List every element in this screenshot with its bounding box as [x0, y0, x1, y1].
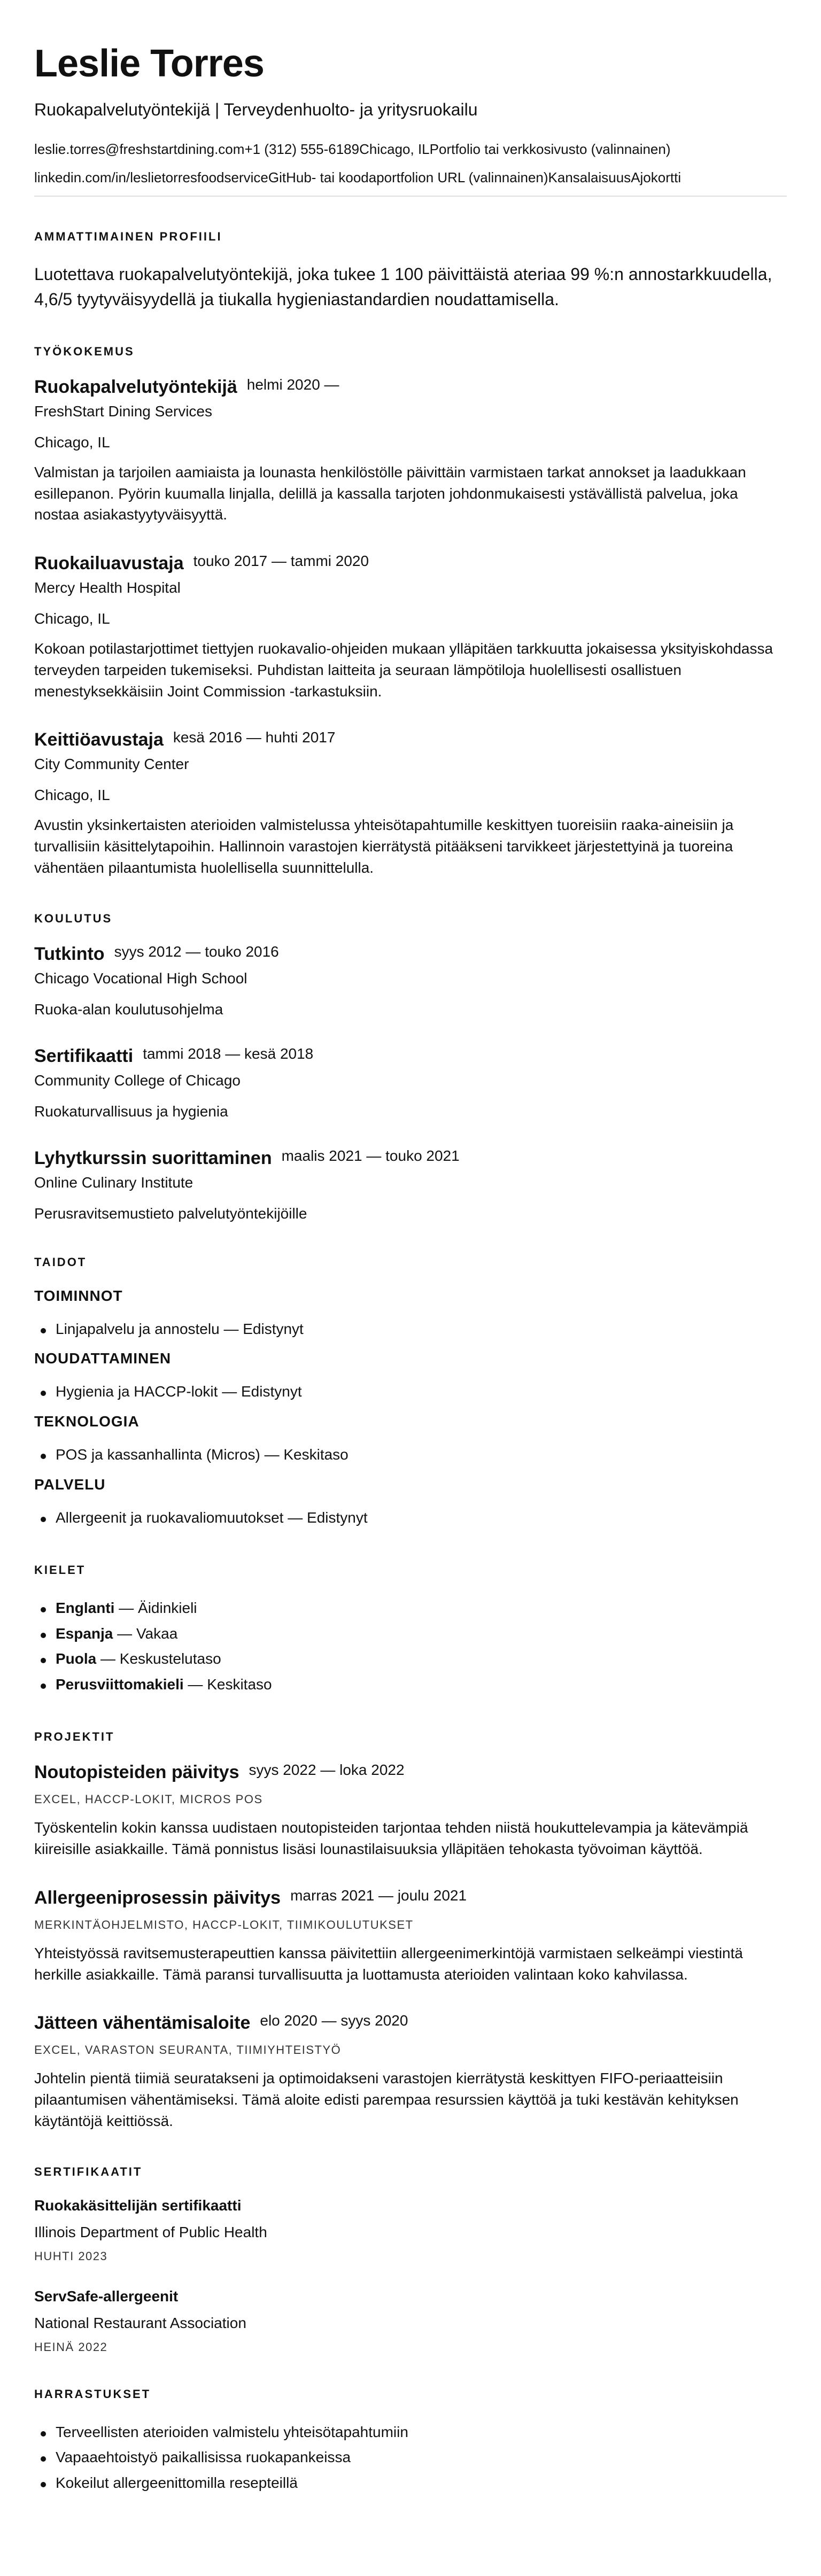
resume-header	[34, 43, 787, 197]
skill-category: TEKNOLOGIA	[34, 1413, 140, 1430]
skill-group	[34, 1287, 787, 1342]
degree-title: Lyhytkurssin suorittaminen	[34, 1147, 272, 1168]
skill-category: PALVELU	[34, 1476, 106, 1493]
experience-entry	[34, 553, 787, 702]
projects-section	[34, 1730, 787, 2131]
education-section	[34, 912, 787, 1222]
job-dates: touko 2017 — tammi 2020	[193, 553, 369, 570]
project-dates: syys 2022 — loka 2022	[249, 1762, 405, 1779]
profile-section	[34, 230, 787, 312]
project-entry	[34, 2013, 787, 2131]
contact-github[interactable]: GitHub- tai koodaportfolion URL (valinnainen)	[268, 169, 548, 186]
degree-program: Ruoka-alan koulutusohjelma	[34, 1000, 223, 1018]
contact-phone[interactable]: +1 (312) 555-6189	[244, 141, 360, 158]
job-description: Avustin yksinkertaisten aterioiden valmistelussa yhteisötapahtumille keskittyen tuoreisiin raaka-aineisiin ja turvallisiin käsittelytapoihin. Hallinnoin varastojen kierrätystä pitääkseni tarvikkeet järjestettyinä ja tuoreina vähentäen pilaantumista huolellisella suunnittelulla.	[34, 817, 734, 876]
contact-drivers-license: Ajokortti	[631, 169, 681, 186]
degree-program: Perusravitsemustieto palvelutyöntekijöille	[34, 1205, 307, 1222]
degree-dates: syys 2012 — touko 2016	[114, 943, 279, 960]
education-entry	[34, 1046, 787, 1120]
language-level: — Vakaa	[113, 1625, 178, 1642]
certificate-title: ServSafe-allergeenit	[34, 2287, 179, 2305]
job-dates: kesä 2016 — huhti 2017	[173, 729, 336, 746]
project-dates: elo 2020 — syys 2020	[260, 2012, 408, 2029]
header-divider	[34, 196, 787, 197]
skill-group	[34, 1413, 787, 1468]
section-title-projects: PROJEKTIT	[34, 1730, 115, 1744]
hobby-item: Kokeilut allergeenittomilla resepteillä	[34, 2470, 787, 2496]
skill-item: Linjapalvelu ja annostelu — Edistynyt	[34, 1316, 787, 1342]
contact-portfolio[interactable]: Portfolio tai verkkosivusto (valinnainen)	[429, 141, 671, 158]
hobby-item: Terveellisten aterioiden valmistelu yhteisötapahtumiin	[34, 2419, 787, 2445]
skill-item: Hygienia ja HACCP-lokit — Edistynyt	[34, 1379, 787, 1405]
experience-section	[34, 345, 787, 879]
contact-linkedin[interactable]: linkedin.com/in/leslietorresfoodservice	[34, 169, 268, 186]
project-title: Noutopisteiden päivitys	[34, 1762, 239, 1783]
language-name: Puola	[56, 1650, 97, 1667]
section-title-experience: TYÖKOKEMUS	[34, 344, 135, 358]
degree-title: Tutkinto	[34, 943, 105, 964]
hobby-item: Vapaaehtoistyö paikallisissa ruokapankeissa	[34, 2445, 787, 2470]
job-location: Chicago, IL	[34, 433, 110, 451]
contact-email[interactable]: leslie.torres@freshstartdining.com	[34, 141, 245, 158]
languages-section	[34, 1563, 787, 1697]
language-item	[34, 1672, 787, 1697]
project-description: Työskentelin kokin kanssa uudistaen noutopisteiden tarjontaa tehden niistä houkuttelevampia ja kätevämpiä kiireisille asiakkaille. Tämä ponnistus lisäsi lounastilaisuuksia ylläpitäen tehokasta työvoiman käyttöä.	[34, 1819, 748, 1858]
certificate-title: Ruokakäsittelijän sertifikaatti	[34, 2197, 242, 2214]
skill-group	[34, 1350, 787, 1405]
hobbies-section	[34, 2387, 787, 2496]
certificates-section	[34, 2165, 787, 2354]
school-name: Community College of Chicago	[34, 1072, 241, 1089]
section-title-hobbies: HARRASTUKSET	[34, 2387, 151, 2401]
project-tech: EXCEL, HACCP-LOKIT, MICROS POS	[34, 1793, 263, 1806]
language-item	[34, 1621, 787, 1647]
contact-location: Chicago, IL	[359, 141, 430, 158]
project-title: Jätteen vähentämisaloite	[34, 2013, 251, 2034]
project-entry	[34, 1762, 787, 1860]
skill-item: POS ja kassanhallinta (Micros) — Keskitaso	[34, 1442, 787, 1468]
project-entry	[34, 1888, 787, 1985]
language-item	[34, 1595, 787, 1621]
school-name: Chicago Vocational High School	[34, 969, 247, 987]
candidate-name: Leslie Torres	[34, 42, 264, 85]
education-entry	[34, 1148, 787, 1222]
section-title-skills: TAIDOT	[34, 1255, 87, 1269]
certificate-entry	[34, 2288, 787, 2354]
certificate-entry	[34, 2197, 787, 2263]
experience-entry	[34, 730, 787, 878]
profile-summary: Luotettava ruokapalvelutyöntekijä, joka tukee 1 100 päivittäistä ateriaa 99 %:n annostarkkuudella, 4,6/5 tyytyväisyydellä ja tiukalla hygieniastandardien noudattamisella.	[34, 265, 772, 309]
skill-item: Allergeenit ja ruokavaliomuutokset — Edistynyt	[34, 1505, 787, 1531]
job-title: Ruokailuavustaja	[34, 553, 184, 574]
skill-category: NOUDATTAMINEN	[34, 1350, 172, 1367]
skill-category: TOIMINNOT	[34, 1287, 123, 1304]
language-name: Perusviittomakieli	[56, 1675, 184, 1693]
experience-entry	[34, 377, 787, 525]
language-item	[34, 1646, 787, 1672]
degree-dates: maalis 2021 — touko 2021	[281, 1147, 460, 1164]
project-title: Allergeeniprosessin päivitys	[34, 1887, 281, 1908]
project-tech: EXCEL, VARASTON SEURANTA, TIIMIYHTEISTYÖ	[34, 2043, 342, 2057]
section-title-certificates: SERTIFIKAATIT	[34, 2164, 143, 2178]
education-entry	[34, 944, 787, 1018]
job-description: Kokoan potilastarjottimet tiettyjen ruokavalio-ohjeiden mukaan ylläpitäen tarkkuutta jokaisessa yksityiskohdassa terveyden tarpeiden tukemiseksi. Puhdistan laitteita ja seuraan lämpötiloja huolellisesti osallistuen menestyksekkäisiin Joint Commission -tarkastuksiin.	[34, 640, 773, 700]
job-title: Ruokapalvelutyöntekijä	[34, 376, 237, 397]
contact-citizenship: Kansalaisuus	[548, 169, 631, 186]
language-name: Espanja	[56, 1625, 113, 1642]
skill-group	[34, 1476, 787, 1531]
contact-row-secondary	[34, 169, 787, 186]
project-description: Yhteistyössä ravitsemusterapeuttien kanssa päivitettiin allergeenimerkintöjä varmistaen selkeämpi viestintä herkille asiakkaille. Tämä paransi turvallisuutta ja luottamusta aterioiden valintaan koko kahvilassa.	[34, 1944, 743, 1983]
language-name: Englanti	[56, 1600, 115, 1617]
project-tech: MERKINTÄOHJELMISTO, HACCP-LOKIT, TIIMIKOULUTUKSET	[34, 1918, 414, 1931]
job-title: Keittiöavustaja	[34, 730, 164, 750]
job-company: City Community Center	[34, 756, 189, 773]
section-title-profile: AMMATTIMAINEN PROFIILI	[34, 230, 222, 244]
certificate-issuer: Illinois Department of Public Health	[34, 2223, 267, 2240]
project-dates: marras 2021 — joulu 2021	[290, 1887, 467, 1904]
language-level: — Keskitaso	[183, 1675, 272, 1693]
candidate-headline: Ruokapalvelutyöntekijä | Terveydenhuolto- ja yritysruokailu	[34, 100, 478, 120]
contact-row-primary	[34, 141, 787, 158]
certificate-issuer: National Restaurant Association	[34, 2314, 246, 2331]
certificate-date: HEINÄ 2022	[34, 2340, 108, 2354]
degree-program: Ruokaturvallisuus ja hygienia	[34, 1103, 228, 1120]
job-company: FreshStart Dining Services	[34, 402, 213, 420]
job-location: Chicago, IL	[34, 787, 110, 804]
degree-dates: tammi 2018 — kesä 2018	[143, 1045, 314, 1062]
section-title-education: KOULUTUS	[34, 911, 113, 925]
job-dates: helmi 2020 —	[246, 376, 339, 393]
school-name: Online Culinary Institute	[34, 1174, 193, 1191]
section-title-languages: KIELET	[34, 1563, 86, 1577]
degree-title: Sertifikaatti	[34, 1045, 134, 1066]
job-company: Mercy Health Hospital	[34, 579, 181, 596]
job-description: Valmistan ja tarjoilen aamiaista ja lounasta henkilöstölle päivittäin varmistaen tarkat annokset ja laadukkaan esillepanon. Pyörin kuumalla linjalla, delillä ja kassalla tarjoten johdonmukaisesti ystävällistä palvelua, joka nostaa asiakastyytyväisyyttä.	[34, 463, 746, 523]
certificate-date: HUHTI 2023	[34, 2249, 108, 2263]
project-description: Johtelin pientä tiimiä seuratakseni ja optimoidakseni varastojen kierrätystä keskittyen FIFO-periaatteisiin pilaantumisen vähentämiseksi. Tämä aloite edisti parempaa resurssien käyttöä ja tuki kestävän kehityksen käytäntöjä keittiössä.	[34, 2070, 739, 2129]
job-location: Chicago, IL	[34, 610, 110, 627]
language-level: — Äidinkieli	[114, 1600, 197, 1617]
skills-section	[34, 1255, 787, 1530]
language-level: — Keskustelutaso	[96, 1650, 221, 1667]
